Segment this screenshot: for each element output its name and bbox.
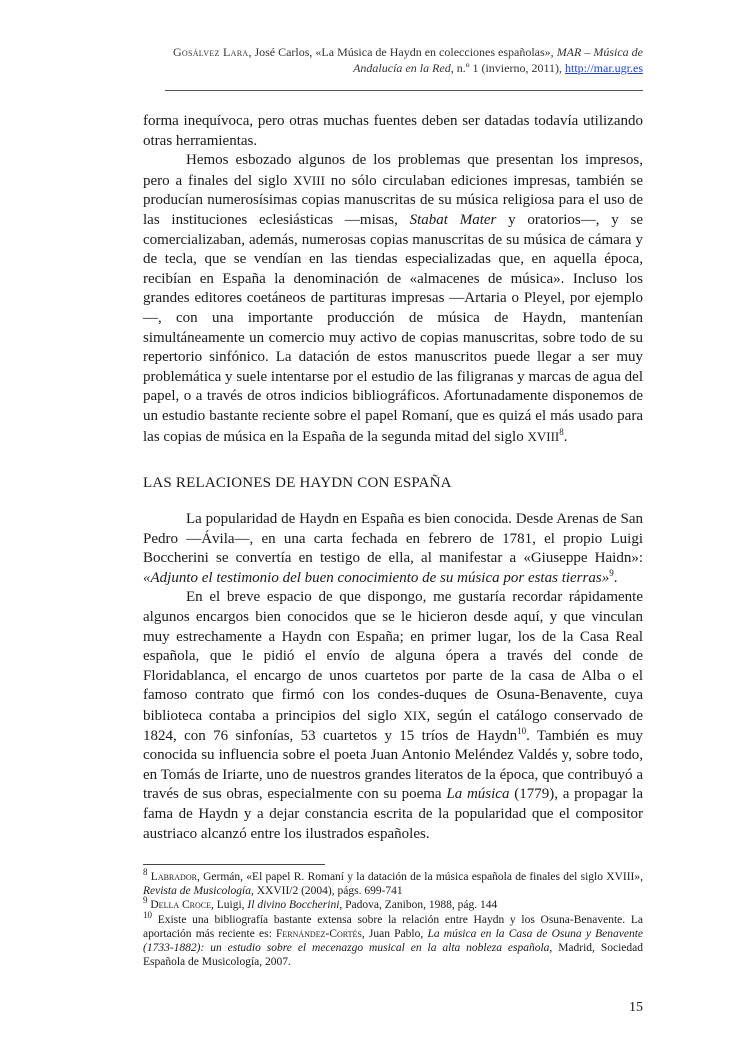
section-paragraph-2: En el breve espacio de que dispongo, me gustaría recordar rápidamente algunos encargos bien conocidos que se le hicieron desde aquí, y que vinculan muy estrechamente a Haydn con España; en primer lugar, los de la Casa Real española, que le pidió el envío de alguna ópera a través del conde de Floridablanca, el encargo de unos cuartetos por parte de la casa de Alba o el famoso contrato que firmó con los condes-duques de Osuna-Benavente, cuya biblioteca contaba a principios del siglo XIX, según el catálogo conservado de 1824, con 76 sinfonías, 53 cuartetos y 15 tríos de Haydn$^{10}$. También es muy conocida su influencia sobre el poeta Juan Antonio Meléndez Valdés y, sobre todo, en Tomás de Iriarte, uno de nuestros grandes literatos de la época, que contribuyó a través de sus obras, especialmente con su poema La música (1779), a propagar la fama de Haydn y a dejar constancia escrita de la popularidad que el compositor austriaco alcanzó entre los ilustrados españoles.	[143, 589, 643, 842]
header-author-surname: Gosálvez Lara	[172, 45, 249, 59]
running-header	[150, 44, 643, 76]
footnote-9: $^9$ Della Croce, Luigi, Il divino Boccherini, Padova, Zanibon, 1988, pág. 144	[143, 895, 498, 912]
footnote-divider	[143, 864, 325, 865]
paragraph-1: forma inequívoca, pero otras muchas fuentes deben ser datadas todavía utilizando otras herramientas.	[143, 113, 643, 149]
boccherini-quote: «Adjunto el testimonio del buen conocimiento de su música por estas tierras»	[143, 569, 610, 586]
header-issue: , n.º 1 (invierno, 2011),	[450, 61, 562, 75]
header-url-link[interactable]: http://mar.ugr.es	[565, 61, 643, 75]
footnotes	[143, 867, 644, 969]
header-author-rest: , José Carlos, «La Música de Haydn en colecciones españolas»,	[248, 45, 554, 59]
section-text	[143, 510, 643, 844]
section-paragraph-1: La popularidad de Haydn en España es bien conocida. Desde Arenas de San Pedro —Ávila—, en una carta fechada en febrero de 1781, el propio Luigi Boccherini se convertía en testigo de ella, al manifestar a «Giuseppe Haidn»: «Adjunto el testimonio del buen conocimiento de su música por estas tierras»$^9$.	[143, 511, 643, 586]
header-journal: MAR – Música de Andalucía en la Red	[353, 45, 643, 75]
poem-title: La música	[446, 786, 510, 803]
paragraph-2: Hemos esbozado algunos de los problemas que presentan los impresos, pero a finales del siglo XVIII no sólo circulaban ediciones impresas, también se producían numerosísimas copias manuscritas de su música religiosa para el uso de las instituciones eclesiásticas —misas, Stabat Mater y oratorios—, y se comercializaban, además, numerosas copias manuscritas de su música de cámara y de tecla, que se vendían en las tiendas especializadas que, en aquella época, recibían en España la denominación de «almacenes de música». Incluso los grandes editores coetáneos de partituras impresas —Artaria o Pleyel, por ejemplo—, con una importante producción de música de Haydn, mantenían simultáneamente un comercio muy activo de copias manuscritas, sobre todo de su repertorio sinfónico. La datación de estos manuscritos puede llegar a ser muy problemática y suele intentarse por el estudio de las filigranas y marcas de agua del papel, o a través de otros indicios bibliográficos. Afortunadamente disponemos de un estudio bastante reciente sobre el papel Romaní, que es quizá el más usado para las copias de música en la España de la segunda mitad del siglo XVIII$^8$.	[143, 152, 643, 445]
footnote-ref-10[interactable]: 10	[517, 725, 527, 736]
footnote-ref-8[interactable]: 8	[559, 426, 564, 437]
page-number: 15	[629, 1000, 643, 1015]
footnote-ref-9[interactable]: 9	[609, 567, 614, 578]
header-divider	[165, 90, 643, 91]
section-title: LAS RELACIONES DE HAYDN CON ESPAÑA	[143, 475, 452, 491]
footnote-10: $^{10}$ Existe una bibliografía bastante extensa sobre la relación entre Haydn y los Osuna-Benavente. La aportación más reciente es: Fernández-Cortés, Juan Pablo, La música en la Casa de Osuna y Benavente (1733-1882): un estudio sobre el mecenazgo musical en la alta nobleza española, Madrid, Sociedad Española de Musicología, 2007.	[143, 909, 644, 969]
footnote-8: $^8$ Labrador, Germán, «El papel R. Romaní y la datación de la música española de finales del siglo XVIII», Revista de Musicología, XXVII/2 (2004), págs. 699-741	[143, 867, 644, 898]
main-text	[143, 112, 643, 447]
